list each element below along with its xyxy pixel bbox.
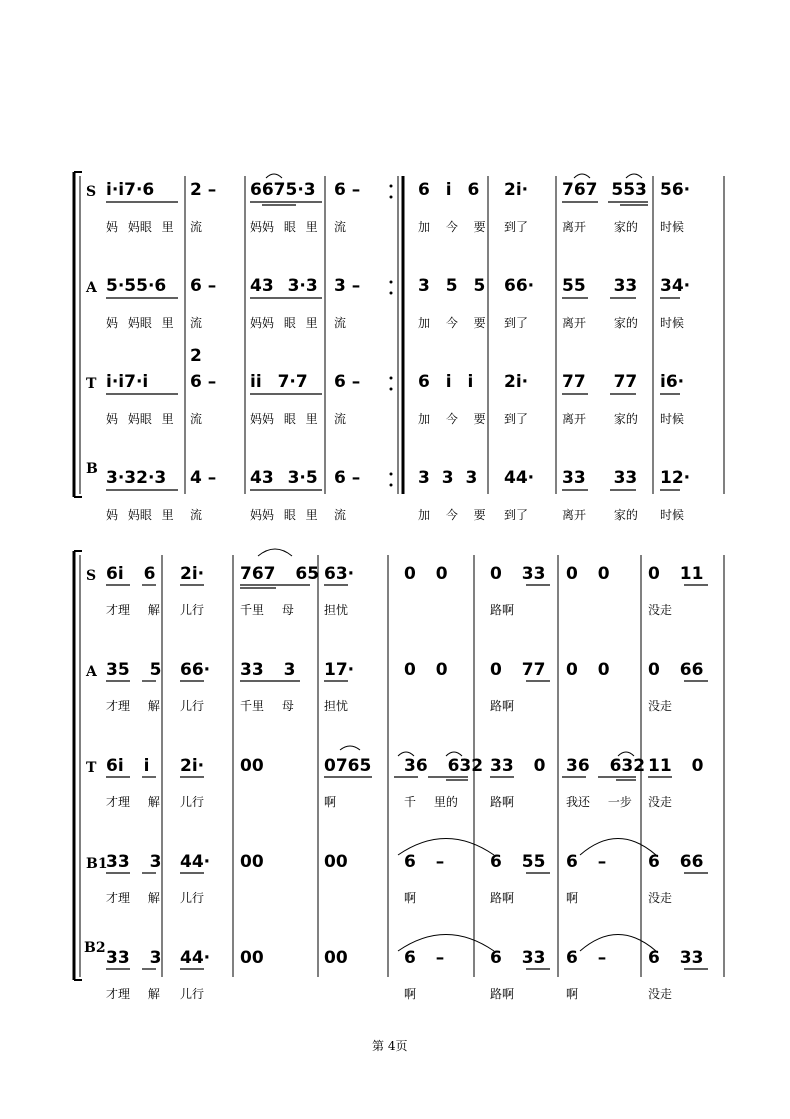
lyric-b22-m1: 才理 解 [106,987,160,1001]
notes-a2-m4: 17· [324,660,355,680]
notes-b12-m7: 6 – [566,852,607,872]
notes-t1-m1: i·i7·i [106,372,149,392]
notes-a1-m5: 3 5 5 [418,276,486,296]
notes-s2-m6: 0 33 [490,564,546,584]
lyric-b22-m7: 啊 [566,987,579,1001]
notes-a1-m8: 34· [660,276,691,296]
lyric-t1-m1: 妈 妈眼 里 [106,412,174,426]
notes-t1-m6: 2i· [504,372,529,392]
voice-label-soprano: S [86,184,97,200]
lyric-a1-m7: 离开 家的 [562,316,638,330]
notes-b1-m8: 12· [660,468,691,488]
voice-label-tenor: T [86,376,97,392]
lyric-b1-m3: 妈妈 眼 里 [250,508,318,522]
notes-b22-m1: 33 3 [106,948,162,968]
lyric-t1-m7: 离开 家的 [562,412,638,426]
notes-b12-m4: 00 [324,852,348,872]
notes-t2-m2: 2i· [180,756,205,776]
notes-t1-m2: 6 – [190,372,217,392]
notes-a1-m6: 66· [504,276,535,296]
notes-t1-m5: 6 i i [418,372,474,392]
notes-s1-m7: 767 553 [562,180,647,200]
notes-a2-m7: 0 0 [566,660,610,680]
notes-s2-m1: 6i 6 [106,564,156,584]
notes-b12-m2: 44· [180,852,211,872]
notes-t2-m5: 36 632 [404,756,484,776]
lyric-s1-m2: 流 [190,220,203,234]
lyric-a2-m4: 担忧 [324,699,349,713]
voice-label-bass: B [86,461,98,477]
lyric-t2-m4: 啊 [324,795,337,809]
lyric-s1-m8: 时候 [660,220,685,234]
notes-t2-m7: 36 632 [566,756,646,776]
lyric-s1-m1: 妈 妈眼 里 [106,220,174,234]
notes-b12-m3: 00 [240,852,264,872]
notes-a2-m3: 33 3 [240,660,296,680]
notes-t1-m4: 6 – [334,372,361,392]
notes-a1-m3: 43 3·3 [250,276,318,296]
notes-b22-m5: 6 – [404,948,445,968]
lyric-b1-m5: 加 今 要 [418,508,486,522]
lyric-b1-m7: 离开 家的 [562,508,638,522]
lyric-t2-m8: 没走 [648,795,673,809]
lyric-t2-m1: 才理 解 [106,795,160,809]
lyric-s2-m8: 没走 [648,603,673,617]
notes-b1-m2: 4 – [190,468,217,488]
notes-b1-m1: 3·32·3 [106,468,167,488]
lyric-a2-m1: 才理 解 [106,699,160,713]
lyric-a1-m6: 到了 [504,316,529,330]
notes-t2-m3: 00 [240,756,264,776]
lyric-a1-m5: 加 今 要 [418,316,486,330]
notes-t2-m1: 6i i [106,756,150,776]
lyric-a2-m6: 路啊 [490,699,515,713]
lyric-t2-m5: 千 里的 [404,795,458,809]
lyric-b1-m4: 流 [334,508,347,522]
lyric-t1-m4: 流 [334,412,347,426]
lyric-t1-m2: 流 [190,412,203,426]
lyric-b12-m6: 路啊 [490,891,515,905]
notes-b22-m4: 00 [324,948,348,968]
lyric-b12-m1: 才理 解 [106,891,160,905]
lyric-b12-m7: 啊 [566,891,579,905]
voice-label-alto-2: A [86,664,97,680]
lyric-b22-m2: 儿行 [180,987,205,1001]
notes-s1-m5: 6 i 6 [418,180,480,200]
notes-b22-m7: 6 – [566,948,607,968]
notes-b12-m8: 6 66 [648,852,704,872]
lyric-t1-m5: 加 今 要 [418,412,486,426]
lyric-t2-m2: 儿行 [180,795,205,809]
lyric-s2-m3: 千里 母 [240,603,294,617]
notes-b22-m6: 6 33 [490,948,546,968]
lyric-t1-m8: 时候 [660,412,685,426]
lyric-a2-m3: 千里 母 [240,699,294,713]
notes-a1-m4: 3 – [334,276,361,296]
notes-t2-m4: 0765 [324,756,372,776]
notes-t1-m7: 77 77 [562,372,638,392]
notes-a1-m7: 55 33 [562,276,638,296]
lyric-s1-m3: 妈妈 眼 里 [250,220,318,234]
lyric-s1-m4: 流 [334,220,347,234]
lyric-a1-m2: 流 [190,316,203,330]
lyric-a1-m4: 流 [334,316,347,330]
lyric-a2-m2: 儿行 [180,699,205,713]
notes-a1-m2: 6 – [190,276,217,296]
lyric-a1-m8: 时候 [660,316,685,330]
notes-s2-m2: 2i· [180,564,205,584]
lyric-a2-m8: 没走 [648,699,673,713]
lyric-a1-m3: 妈妈 眼 里 [250,316,318,330]
notes-b1-m5: 3 3 3 [418,468,478,488]
notes-b22-m8: 6 33 [648,948,704,968]
notes-t2-m8: 11 0 [648,756,704,776]
notes-t1-m8: i6· [660,372,685,392]
notes-s2-m3: 767 65 [240,564,320,584]
lyric-t2-m7: 我还 一步 [566,795,632,809]
notes-b1-m4: 6 – [334,468,361,488]
lyric-a1-m1: 妈 妈眼 里 [106,316,174,330]
voice-label-soprano-2: S [86,568,97,584]
notes-s1-m6: 2i· [504,180,529,200]
notes-s2-m8: 0 11 [648,564,704,584]
lyric-b12-m5: 啊 [404,891,417,905]
notes-s1-m3: 6675·3 [250,180,316,200]
lyric-b12-m2: 儿行 [180,891,205,905]
notes-b1-m6: 44· [504,468,535,488]
notes-s1-m2: 2 – [190,180,217,200]
notes-b22-m2: 44· [180,948,211,968]
notes-a2-m8: 0 66 [648,660,704,680]
lyric-s2-m4: 担忧 [324,603,349,617]
notes-s1-m8: 56· [660,180,691,200]
notes-a2-m6: 0 77 [490,660,546,680]
notes-a1-m1: 5·55·6 [106,276,167,296]
lyric-t1-m3: 妈妈 眼 里 [250,412,318,426]
notes-t2-m6: 33 0 [490,756,546,776]
voice-label-alto: A [86,280,97,296]
lyric-s2-m6: 路啊 [490,603,515,617]
lyric-t1-m6: 到了 [504,412,529,426]
notes-s2-m7: 0 0 [566,564,610,584]
divisi-note: 2 [190,346,202,366]
lyric-b22-m6: 路啊 [490,987,515,1001]
notes-s2-m5: 0 0 [404,564,448,584]
lyric-b22-m5: 啊 [404,987,417,1001]
notes-b1-m3: 43 3·5 [250,468,318,488]
voice-label-bass1: B1 [86,856,108,872]
lyric-t2-m6: 路啊 [490,795,515,809]
notes-a2-m5: 0 0 [404,660,448,680]
lyric-s1-m6: 到了 [504,220,529,234]
lyric-b1-m6: 到了 [504,508,529,522]
lyric-s2-m1: 才理 解 [106,603,160,617]
lyric-b22-m8: 没走 [648,987,673,1001]
notes-s1-m4: 6 – [334,180,361,200]
notes-b12-m6: 6 55 [490,852,546,872]
lyric-s1-m7: 离开 家的 [562,220,638,234]
page-number: 第 4页 [372,1039,408,1053]
lyric-s1-m5: 加 今 要 [418,220,486,234]
lyric-b1-m2: 流 [190,508,203,522]
lyric-b1-m8: 时候 [660,508,685,522]
notes-b1-m7: 33 33 [562,468,638,488]
notes-a2-m2: 66· [180,660,211,680]
lyric-b12-m8: 没走 [648,891,673,905]
voice-label-bass2: B2 [84,940,106,956]
notes-b22-m3: 00 [240,948,264,968]
notes-b12-m5: 6 – [404,852,445,872]
lyric-s2-m2: 儿行 [180,603,205,617]
notes-s1-m1: i·i7·6 [106,180,155,200]
notes-s2-m4: 63· [324,564,355,584]
lyric-b1-m1: 妈 妈眼 里 [106,508,174,522]
voice-label-tenor-2: T [86,760,97,776]
notes-t1-m3: ii 7·7 [250,372,308,392]
notes-b12-m1: 33 3 [106,852,162,872]
notes-a2-m1: 35 5 [106,660,162,680]
